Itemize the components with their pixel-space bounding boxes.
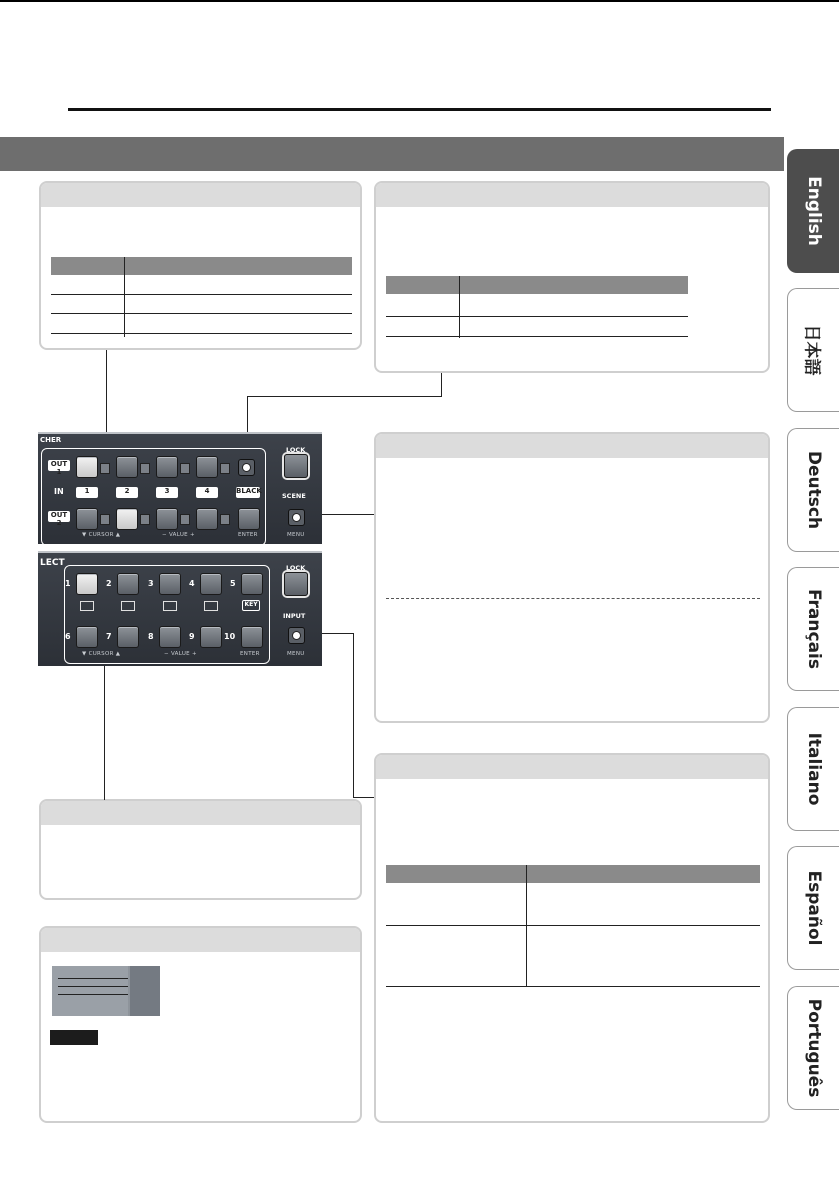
scene-label: SCENE (282, 492, 306, 500)
table-header (386, 865, 760, 883)
table-column-divider (124, 257, 125, 337)
card-black-button (374, 181, 770, 373)
tab-espanol[interactable] (787, 846, 839, 970)
input-2-tag: 2 (116, 487, 138, 498)
layout-split-icon (121, 601, 135, 611)
led (220, 463, 230, 474)
tab-label: Español (803, 870, 824, 946)
caution-label (50, 1030, 98, 1045)
card-header (41, 183, 360, 207)
callout-line (104, 660, 105, 800)
out2-input3-button[interactable] (156, 508, 178, 530)
led (140, 514, 150, 525)
device-panel-switcher (38, 432, 322, 544)
black-button[interactable] (238, 459, 255, 476)
table-header (386, 276, 688, 294)
input-3-tag: 3 (156, 487, 178, 498)
value-label: − VALUE + (164, 651, 197, 657)
tab-english[interactable] (787, 149, 839, 273)
tab-portugues[interactable] (787, 986, 839, 1110)
out2-input1-button[interactable] (76, 508, 98, 530)
select-button-10[interactable] (241, 626, 263, 648)
select-button-6[interactable] (76, 626, 98, 648)
callout-line (441, 373, 442, 397)
input-4-tag: 4 (196, 487, 218, 498)
enter-label: ENTER (240, 651, 260, 657)
layout-quad-icon (204, 601, 218, 611)
button-number: 1 (65, 579, 71, 588)
table-row (386, 316, 688, 317)
table-row (51, 333, 352, 334)
tab-italiano[interactable] (787, 707, 839, 831)
led (100, 463, 110, 474)
in-label: IN (54, 487, 64, 496)
cursor-label: ▼ CURSOR ▲ (82, 532, 121, 538)
button-number: 9 (189, 632, 195, 641)
button-number: 3 (148, 579, 154, 588)
callout-line (247, 396, 442, 397)
device-panel-selector (38, 551, 322, 666)
card-output-buttons (39, 181, 362, 350)
highlight-frame (41, 448, 266, 546)
card-input-menu (374, 753, 770, 1123)
out1-input2-button[interactable] (116, 456, 138, 478)
select-button-5[interactable] (241, 573, 263, 595)
select-button-1[interactable] (76, 573, 98, 595)
layout-pip-icon (163, 601, 177, 611)
vent-image (52, 966, 160, 1016)
tab-label: Deutsch (803, 450, 824, 530)
key-tag: KEY (242, 600, 260, 611)
table-column-divider (526, 865, 527, 987)
button-number: 4 (189, 579, 195, 588)
table-row (386, 986, 760, 987)
out2-input4-button[interactable] (196, 508, 218, 530)
tab-japanese[interactable] (787, 288, 839, 412)
table-row (51, 313, 352, 314)
led (140, 463, 150, 474)
out2-input2-button[interactable] (116, 508, 138, 530)
led (100, 514, 110, 525)
callout-line (353, 797, 374, 798)
select-button-9[interactable] (200, 626, 222, 648)
button-number: 2 (106, 579, 112, 588)
info-table (51, 257, 352, 337)
tab-deutsch[interactable] (787, 428, 839, 552)
table-row (51, 294, 352, 295)
card-header (41, 801, 360, 825)
divider (386, 598, 760, 599)
select-button-2[interactable] (117, 573, 139, 595)
lock-button[interactable] (284, 572, 308, 596)
tab-label: 日本語 (801, 324, 821, 376)
card-header (376, 434, 768, 458)
card-ventilation (39, 926, 362, 1123)
select-button-3[interactable] (159, 573, 181, 595)
led (220, 514, 230, 525)
out1-input4-button[interactable] (196, 456, 218, 478)
tab-francais[interactable] (787, 567, 839, 691)
scene-button[interactable] (288, 509, 305, 526)
cursor-label: ▼ CURSOR ▲ (82, 651, 121, 657)
out1-input1-button[interactable] (76, 456, 98, 478)
card-select-buttons (39, 799, 362, 900)
led (180, 463, 190, 474)
enter-label: ENTER (238, 532, 258, 538)
card-header (376, 755, 768, 779)
out1-input3-button[interactable] (156, 456, 178, 478)
info-table (386, 865, 760, 987)
tab-label: Português (803, 998, 824, 1098)
lock-button[interactable] (284, 454, 308, 478)
menu-label: MENU (287, 532, 305, 538)
card-header (376, 183, 768, 207)
panel-section-label: LECT (40, 558, 65, 568)
header-rule (68, 108, 771, 111)
card-header (41, 928, 360, 952)
select-button-8[interactable] (159, 626, 181, 648)
out1-tag: OUT 1 (48, 460, 70, 471)
tab-label: Italiano (803, 732, 824, 806)
layout-single-icon (80, 601, 94, 611)
menu-label: MENU (287, 651, 305, 657)
table-row (386, 336, 688, 337)
card-scene-menu (374, 432, 770, 723)
value-label: − VALUE + (162, 532, 195, 538)
panel-section-label: CHER (40, 436, 62, 444)
button-number: 7 (106, 632, 112, 641)
button-number: 10 (224, 632, 236, 641)
lock-label: LOCK (286, 564, 306, 572)
select-button-4[interactable] (200, 573, 222, 595)
out2-tag: OUT 2 (48, 511, 70, 522)
input-label: INPUT (283, 612, 306, 620)
input-1-tag: 1 (76, 487, 98, 498)
lock-label: LOCK (286, 446, 306, 454)
table-column-divider (459, 276, 460, 338)
callout-line (353, 633, 354, 798)
tab-label: Français (803, 589, 824, 669)
table-header (51, 257, 352, 275)
button-number: 5 (230, 579, 236, 588)
led (180, 514, 190, 525)
info-table (386, 276, 688, 338)
table-row (386, 925, 760, 926)
select-button-7[interactable] (117, 626, 139, 648)
enter-button[interactable] (238, 508, 260, 530)
top-border (0, 0, 839, 2)
button-number: 8 (148, 632, 154, 641)
tab-label: English (803, 176, 824, 246)
input-button[interactable] (288, 627, 305, 644)
button-number: 6 (65, 632, 71, 641)
section-title-bar (0, 137, 784, 171)
black-tag: BLACK (236, 487, 260, 498)
